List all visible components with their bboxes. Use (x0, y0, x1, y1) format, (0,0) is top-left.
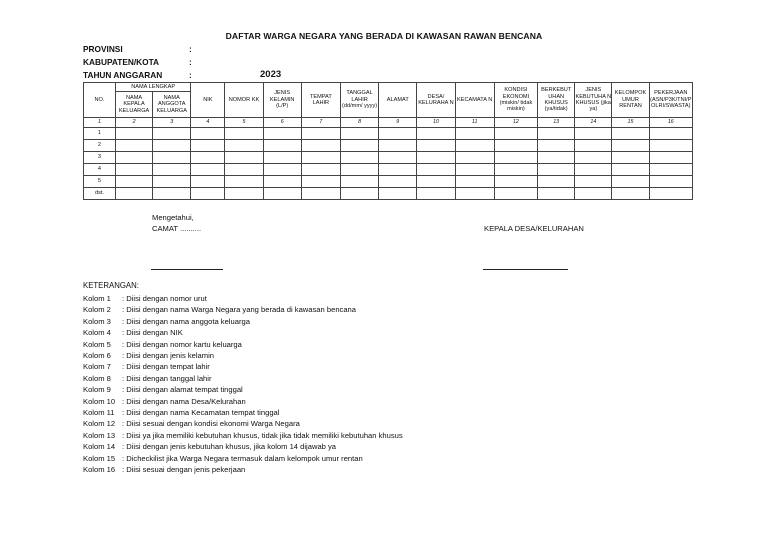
note-text: : Diisi dengan tanggal lahir (122, 373, 212, 383)
table-cell (379, 128, 417, 140)
note-kolom: Kolom 4 (83, 328, 111, 338)
note-text: : Diisi dengan alamat tempat tinggal (122, 385, 243, 395)
table-cell (301, 188, 340, 200)
table-cell (417, 140, 455, 152)
table-cell (191, 176, 225, 188)
table-cell (649, 140, 692, 152)
header-tempat-lahir: TEMPAT LAHIR (301, 83, 340, 118)
column-number: 12 (494, 118, 537, 128)
table-cell (455, 152, 494, 164)
table-cell (494, 188, 537, 200)
note-kolom: Kolom 11 (83, 408, 115, 417)
header-pekerjaan: PEKERJAAN (ASN/P3K/TNI/P OLRI/SWASTA) (649, 83, 692, 118)
header-nomor-kk: NOMOR KK (225, 83, 263, 118)
header-alamat: ALAMAT (379, 83, 417, 118)
table-cell (538, 128, 575, 140)
table-cell (612, 152, 649, 164)
table-cell (340, 140, 378, 152)
table-row (84, 188, 693, 200)
table-cell (191, 128, 225, 140)
column-number: 2 (115, 118, 152, 128)
note-kolom: Kolom 6 (83, 351, 111, 360)
table-cell (115, 188, 152, 200)
table-cell (340, 176, 378, 188)
note-text: : Diisi dengan nama Warga Negara yang berada di kawasan bencana (122, 305, 357, 315)
table-cell (191, 188, 225, 200)
note-text: : Diisi dengan nomor urut (122, 294, 207, 303)
row-number: 3 (84, 152, 116, 164)
note-text: : Diisi dengan nama anggota keluarga (122, 316, 250, 326)
data-table (83, 82, 693, 200)
table-row (84, 140, 693, 152)
note-item (83, 397, 246, 406)
note-item (83, 465, 245, 474)
field-colon-provinsi: : (189, 44, 192, 54)
note-kolom: Kolom 13 (83, 430, 116, 440)
header-nama-lengkap: NAMA LENGKAP (115, 83, 190, 92)
row-number: 4 (84, 164, 116, 176)
table-cell (417, 128, 455, 140)
header-kelompok-umur: KELOMPOK UMUR RENTAN (612, 83, 649, 118)
note-kolom: Kolom 14 (83, 442, 116, 452)
column-number: 6 (263, 118, 301, 128)
table-cell (494, 140, 537, 152)
table-cell (612, 164, 649, 176)
table-row (84, 164, 693, 176)
note-kolom: Kolom 10 (83, 396, 116, 406)
header-kecamatan: KECAMATA N (455, 83, 494, 118)
table-cell (494, 128, 537, 140)
note-kolom: Kolom 1 (83, 294, 111, 303)
camat-signature-line (151, 269, 223, 270)
field-colon-kabupaten: : (189, 57, 192, 67)
table-cell (263, 140, 301, 152)
note-text: : Diisi dengan jenis kebutuhan khusus, jika kolom 14 dijawab ya (122, 442, 337, 452)
mengetahui-label: Mengetahui, (152, 213, 194, 222)
column-number: 4 (191, 118, 225, 128)
table-cell (263, 128, 301, 140)
note-kolom: Kolom 7 (83, 362, 111, 372)
table-cell (153, 152, 191, 164)
header-no: NO. (84, 83, 116, 118)
table-cell (153, 140, 191, 152)
table-cell (263, 152, 301, 164)
column-number: 8 (340, 118, 378, 128)
table-cell (494, 176, 537, 188)
note-item (83, 340, 242, 349)
table-cell (649, 188, 692, 200)
note-item (83, 374, 212, 383)
note-kolom: Kolom 3 (83, 316, 111, 326)
note-kolom: Kolom 5 (83, 339, 111, 349)
table-cell (612, 188, 649, 200)
table-cell (225, 188, 263, 200)
note-item (83, 317, 250, 326)
table-cell (649, 164, 692, 176)
column-number: 16 (649, 118, 692, 128)
table-cell (115, 140, 152, 152)
table-cell (225, 128, 263, 140)
table-cell (263, 164, 301, 176)
table-cell (340, 152, 378, 164)
note-kolom: Kolom 9 (83, 385, 111, 395)
table-cell (301, 176, 340, 188)
table-cell (612, 176, 649, 188)
header-desa: DESA/ KELURAHA N (417, 83, 455, 118)
table-cell (301, 164, 340, 176)
table-cell (575, 164, 612, 176)
kepala-desa-signature-line (483, 269, 568, 270)
table-cell (649, 176, 692, 188)
column-number: 7 (301, 118, 340, 128)
table-cell (538, 176, 575, 188)
table-cell (538, 164, 575, 176)
table-cell (538, 140, 575, 152)
note-item (83, 442, 336, 451)
table-cell (417, 188, 455, 200)
table-cell (379, 176, 417, 188)
notes-title: KETERANGAN: (83, 281, 139, 290)
table-cell (191, 152, 225, 164)
table-cell (417, 164, 455, 176)
table-cell (612, 140, 649, 152)
note-text: : Diisi sesuai dengan kondisi ekonomi Warga Negara (122, 419, 300, 429)
table-cell (379, 188, 417, 200)
year-value: 2023 (260, 69, 282, 80)
table-cell (263, 176, 301, 188)
table-cell (455, 176, 494, 188)
table-cell (575, 152, 612, 164)
note-kolom: Kolom 12 (83, 419, 116, 429)
table-cell (575, 176, 612, 188)
table-cell (301, 140, 340, 152)
field-colon-tahun: : (189, 70, 192, 80)
header-tanggal-lahir: TANGGAL LAHIR (dd/mm/ yyyy) (340, 83, 378, 118)
header-nama-anggota: NAMA ANGGOTA KELUARGA (153, 92, 191, 118)
note-text: : Diisi ya jika memiliki kebutuhan khusus, tidak jika tidak memiliki kebutuhan khusus (122, 430, 403, 440)
table-cell (494, 164, 537, 176)
header-jenis-kebutuhan: JENIS KEBUTUHA N KHUSUS (jika ya) (575, 83, 612, 118)
note-text: : Diisi dengan NIK (122, 328, 183, 338)
table-cell (575, 140, 612, 152)
row-number: 1 (84, 128, 116, 140)
table-cell (379, 164, 417, 176)
note-item (83, 362, 210, 371)
table-cell (455, 140, 494, 152)
note-text: : Diisi dengan jenis kelamin (122, 351, 215, 360)
table-cell (301, 152, 340, 164)
table-cell (263, 188, 301, 200)
column-number: 10 (417, 118, 455, 128)
table-cell (612, 128, 649, 140)
table-cell (455, 188, 494, 200)
table-cell (649, 128, 692, 140)
table-cell (153, 164, 191, 176)
table-cell (494, 152, 537, 164)
table-cell (153, 188, 191, 200)
column-number-row (84, 118, 693, 128)
table-cell (115, 176, 152, 188)
note-kolom: Kolom 16 (83, 465, 116, 474)
table-cell (340, 164, 378, 176)
table-cell (455, 128, 494, 140)
note-text: : Dicheckilist jika Warga Negara termasuk dalam kelompok umur rentan (122, 453, 363, 463)
table-cell (115, 128, 152, 140)
table-cell (225, 152, 263, 164)
note-item (83, 328, 183, 337)
row-number: 5 (84, 176, 116, 188)
note-text: : Diisi dengan nama Kecamatan tempat tinggal (122, 408, 280, 417)
table-cell (575, 188, 612, 200)
note-item (83, 454, 363, 463)
note-item (83, 408, 279, 417)
note-text: : Diisi dengan tempat lahir (122, 362, 210, 372)
note-item (83, 419, 300, 428)
camat-label: CAMAT .......... (152, 224, 202, 233)
header-nik: NIK (191, 83, 225, 118)
note-item (83, 351, 214, 360)
column-number: 14 (575, 118, 612, 128)
column-number: 15 (612, 118, 649, 128)
note-item (83, 431, 403, 440)
table-cell (538, 188, 575, 200)
field-label-kabupaten: KABUPATEN/KOTA (83, 57, 160, 67)
column-number: 13 (538, 118, 575, 128)
table-cell (153, 176, 191, 188)
table-cell (225, 176, 263, 188)
note-text: : Diisi sesuai dengan jenis pekerjaan (122, 465, 246, 474)
table-cell (575, 128, 612, 140)
table-cell (225, 164, 263, 176)
table-row (84, 128, 693, 140)
table-cell (417, 152, 455, 164)
document-title: DAFTAR WARGA NEGARA YANG BERADA DI KAWASAN RAWAN BENCANA (225, 31, 543, 41)
column-number: 3 (153, 118, 191, 128)
column-number: 5 (225, 118, 263, 128)
table-cell (340, 188, 378, 200)
table-row (84, 152, 693, 164)
table-cell (115, 164, 152, 176)
table-cell (340, 128, 378, 140)
table-cell (115, 152, 152, 164)
table-cell (538, 152, 575, 164)
table-cell (191, 164, 225, 176)
kepala-desa-label: KEPALA DESA/KELURAHAN (484, 224, 584, 233)
note-item (83, 385, 243, 394)
note-kolom: Kolom 2 (83, 305, 111, 315)
note-text: : Diisi dengan nama Desa/Kelurahan (122, 396, 246, 406)
header-kondisi-ekonomi: KONDISI EKONOMI (miskin/ tidak miskin) (494, 83, 537, 118)
table-cell (153, 128, 191, 140)
field-label-provinsi: PROVINSI (83, 44, 123, 54)
table-cell (649, 152, 692, 164)
table-cell (417, 176, 455, 188)
field-label-tahun: TAHUN ANGGARAN (83, 70, 163, 80)
header-berkebutuhan-khusus: BERKEBUT UHAN KHUSUS (ya/tidak) (538, 83, 575, 118)
note-kolom: Kolom 15 (83, 453, 116, 463)
table-row (84, 176, 693, 188)
table-cell (301, 128, 340, 140)
row-number: dst. (84, 188, 116, 200)
table-cell (379, 140, 417, 152)
note-text: : Diisi dengan nomor kartu keluarga (122, 339, 242, 349)
column-number: 9 (379, 118, 417, 128)
row-number: 2 (84, 140, 116, 152)
table-cell (225, 140, 263, 152)
column-number: 1 (84, 118, 116, 128)
note-kolom: Kolom 8 (83, 373, 111, 383)
header-nama-kepala: NAMA KEPALA KELUARGA (115, 92, 152, 118)
note-item (83, 305, 356, 314)
header-jenis-kelamin: JENIS KELAMIN (L/P) (263, 83, 301, 118)
note-item (83, 294, 207, 303)
table-cell (455, 164, 494, 176)
column-number: 11 (455, 118, 494, 128)
table-cell (191, 140, 225, 152)
table-cell (379, 152, 417, 164)
